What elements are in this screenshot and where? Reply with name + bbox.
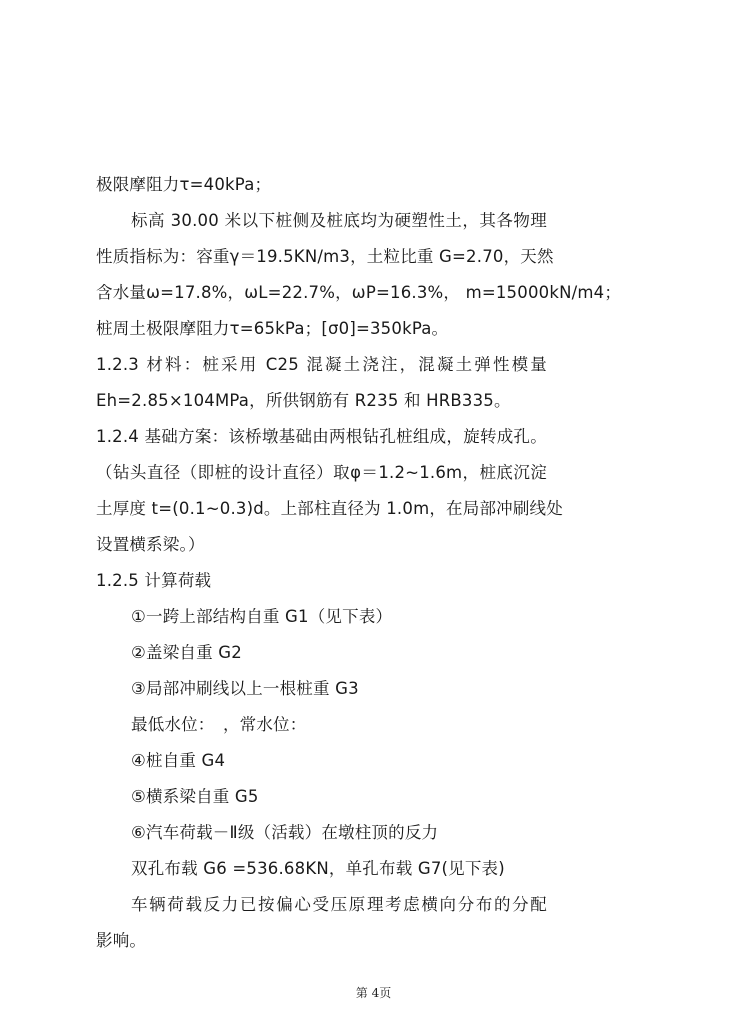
load-item-g5: ⑤横系梁自重 G5 (131, 787, 259, 806)
text-line-1: 极限摩阻力τ=40kPa； (96, 175, 272, 194)
section-1-2-4: 1.2.4 基础方案：该桥墩基础由两根钻孔桩组成，旋转成孔。 (96, 427, 547, 446)
text-line-5: 桩周土极限摩阻力τ=65kPa；[σ0]=350kPa。 (96, 319, 449, 338)
text-line-10: 土厚度 t=(0.1~0.3)d。上部柱直径为 1.0m，在局部冲刷线处 (96, 499, 563, 518)
text-line-22: 影响。 (96, 931, 147, 950)
water-level-line: 最低水位： ，常水位： (131, 715, 307, 734)
text-line-11: 设置横系梁。） (96, 535, 205, 554)
text-line-2: 标高 30.00 米以下桩侧及桩底均为硬塑性土，其各物理 (131, 211, 547, 230)
load-item-g4: ④桩自重 G4 (131, 751, 226, 770)
text-line-3: 性质指标为：容重γ＝19.5KN/m3，土粒比重 G=2.70，天然 (96, 247, 554, 266)
text-line-4: 含水量ω=17.8%，ωL=22.7%，ωP=16.3%， m=15000kN/m4； (96, 283, 622, 302)
page-number: 第 4页 (355, 986, 392, 1000)
load-item-g1: ①一跨上部结构自重 G1（见下表） (131, 607, 393, 626)
load-item-g2: ②盖梁自重 G2 (131, 643, 242, 662)
text-line-21: 车辆荷载反力已按偏心受压原理考虑横向分布的分配 (131, 895, 547, 914)
section-1-2-3: 1.2.3 材料：桩采用 C25 混凝土浇注，混凝土弹性模量 (96, 355, 547, 374)
load-item-g3: ③局部冲刷线以上一根桩重 G3 (131, 679, 359, 698)
load-item-g6: ⑥汽车荷载－Ⅱ级（活载）在墩柱顶的反力 (131, 823, 439, 842)
load-item-g6-g7: 双孔布载 G6 =536.68KN，单孔布载 G7(见下表) (131, 859, 505, 878)
section-1-2-5: 1.2.5 计算荷载 (96, 571, 212, 590)
text-line-7: Eh=2.85×104MPa，所供钢筋有 R235 和 HRB335。 (96, 391, 511, 410)
text-line-9: （钻头直径（即桩的设计直径）取φ＝1.2~1.6m，桩底沉淀 (96, 463, 547, 482)
